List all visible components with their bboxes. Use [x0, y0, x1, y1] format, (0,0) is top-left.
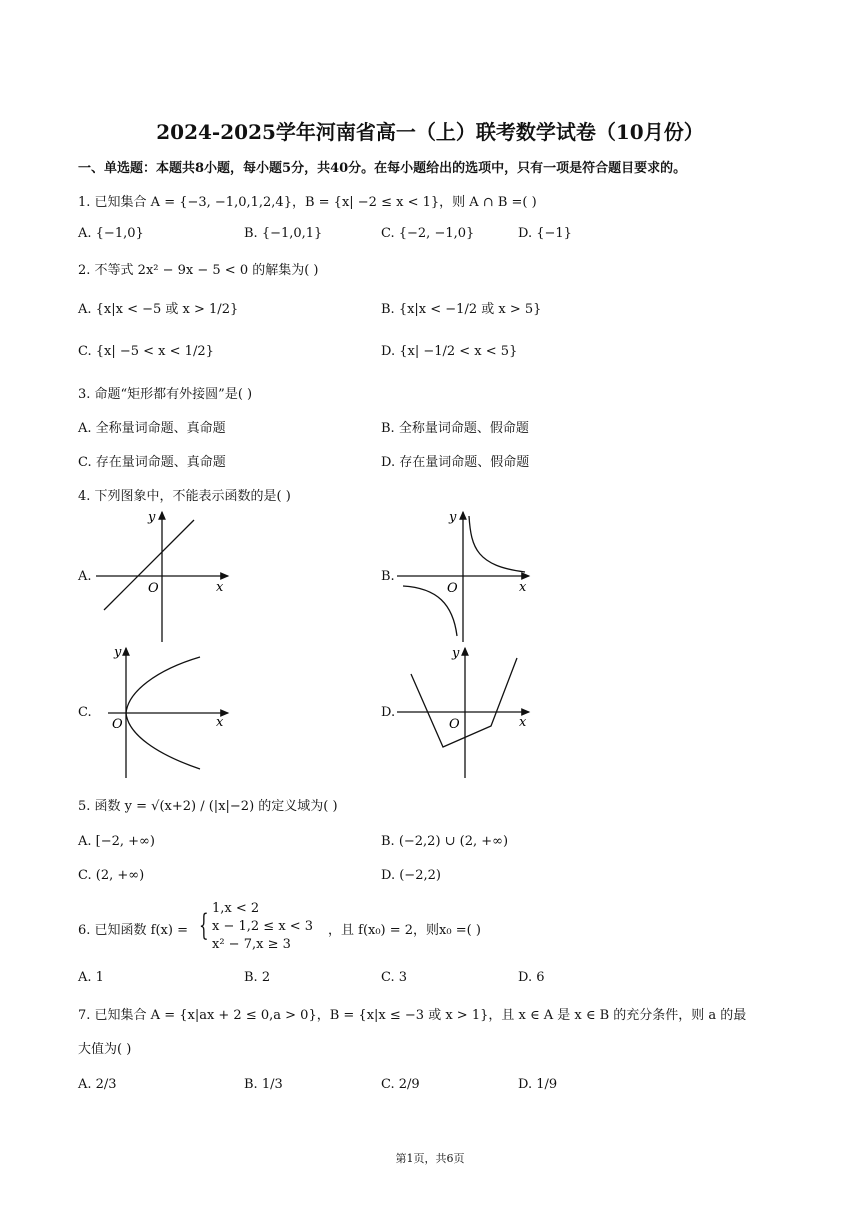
question-6-cases [212, 900, 313, 954]
question-5-option-d: D. (−2,2) [381, 868, 441, 883]
question-6-case-3: x² − 7,x ≥ 3 [212, 937, 291, 952]
graph-a-x-label: x [216, 580, 224, 595]
graph-d-x-label: x [519, 715, 527, 730]
page-footer: 第1页，共6页 [395, 1152, 465, 1165]
graph-b-origin-label: O [447, 581, 458, 596]
question-1-option-d: D. {−1} [518, 226, 572, 241]
question-6-option-b: B. 2 [244, 970, 271, 985]
question-7-option-b: B. 1/3 [244, 1077, 283, 1092]
question-6-stem-suffix: ，且 f(x₀) = 2，则x₀ =( ) [328, 923, 481, 938]
section-heading: 一、单选题：本题共8小题，每小题5分，共40分。在每小题给出的选项中，只有一项是符合题目要求的。 [78, 161, 687, 176]
question-1-option-a: A. {−1,0} [78, 226, 144, 241]
question-1-option-c: C. {−2, −1,0} [381, 226, 475, 241]
question-7-stem-cont: 大值为( ) [78, 1042, 132, 1057]
question-4-stem: 4. 下列图象中，不能表示函数的是( ) [78, 489, 291, 504]
graph-a-line [96, 508, 236, 644]
graph-b-hyperbola [397, 508, 537, 644]
question-7-stem: 7. 已知集合 A = {x|ax + 2 ≤ 0,a > 0}，B = {x|x ≤ −3 或 x > 1}，且 x ∈ A 是 x ∈ B 的充分条件，则 a 的最 [78, 1008, 747, 1023]
graph-d-y-label: y [452, 646, 460, 661]
question-4-option-b: B. [381, 569, 395, 584]
graph-c-x-label: x [216, 715, 224, 730]
graph-b-x-label: x [519, 580, 527, 595]
question-6-option-a: A. 1 [78, 970, 104, 985]
question-5-option-a: A. [−2, +∞) [78, 834, 155, 849]
question-7-option-a: A. 2/3 [78, 1077, 117, 1092]
question-5-stem: 5. 函数 y = √(x+2) / (|x|−2) 的定义域为( ) [78, 799, 338, 814]
graph-c-sideways-parabola [96, 644, 236, 780]
question-7-option-c: C. 2/9 [381, 1077, 420, 1092]
question-4-option-c: C. [78, 705, 92, 720]
question-6-case-2: x − 1,2 ≤ x < 3 [212, 919, 314, 934]
graph-a-y-label: y [148, 510, 156, 525]
graph-d-origin-label: O [449, 717, 460, 732]
graph-a-origin-label: O [148, 581, 159, 596]
question-4-option-d: D. [381, 705, 396, 720]
question-3-option-d: D. 存在量词命题、假命题 [381, 455, 530, 470]
question-7-option-d: D. 1/9 [518, 1077, 558, 1092]
question-2-option-c: C. {x| −5 < x < 1/2} [78, 344, 214, 359]
graph-b-y-label: y [449, 510, 457, 525]
question-2-option-a: A. {x|x < −5 或 x > 1/2} [78, 302, 239, 317]
question-3-option-c: C. 存在量词命题、真命题 [78, 455, 226, 470]
question-6-brace: { [199, 908, 209, 943]
question-6-option-d: D. 6 [518, 970, 545, 985]
question-2-stem: 2. 不等式 2x² − 9x − 5 < 0 的解集为( ) [78, 263, 319, 278]
graph-c-origin-label: O [112, 717, 123, 732]
question-2-option-b: B. {x|x < −1/2 或 x > 5} [381, 302, 542, 317]
graph-c-y-label: y [114, 645, 122, 660]
question-3-stem: 3. 命题“矩形都有外接圆”是( ) [78, 387, 253, 402]
question-5-option-b: B. (−2,2) ∪ (2, +∞) [381, 834, 509, 849]
question-6-case-1: 1,x < 2 [212, 901, 260, 916]
question-1-stem: 1. 已知集合 A = {−3, −1,0,1,2,4}，B = {x| −2 ≤ x < 1}，则 A ∩ B =( ) [78, 195, 537, 210]
page-title: 2024-2025学年河南省高一（上）联考数学试卷（10月份） [156, 120, 704, 144]
question-4-option-a: A. [78, 569, 92, 584]
question-6-stem-prefix: 6. 已知函数 f(x) = [78, 923, 188, 938]
question-6-option-c: C. 3 [381, 970, 408, 985]
question-2-option-d: D. {x| −1/2 < x < 5} [381, 344, 518, 359]
question-5-option-c: C. (2, +∞) [78, 868, 145, 883]
question-3-option-a: A. 全称量词命题、真命题 [78, 421, 226, 436]
question-1-option-b: B. {−1,0,1} [244, 226, 323, 241]
question-3-option-b: B. 全称量词命题、假命题 [381, 421, 529, 436]
graph-d-piecewise [397, 644, 537, 780]
